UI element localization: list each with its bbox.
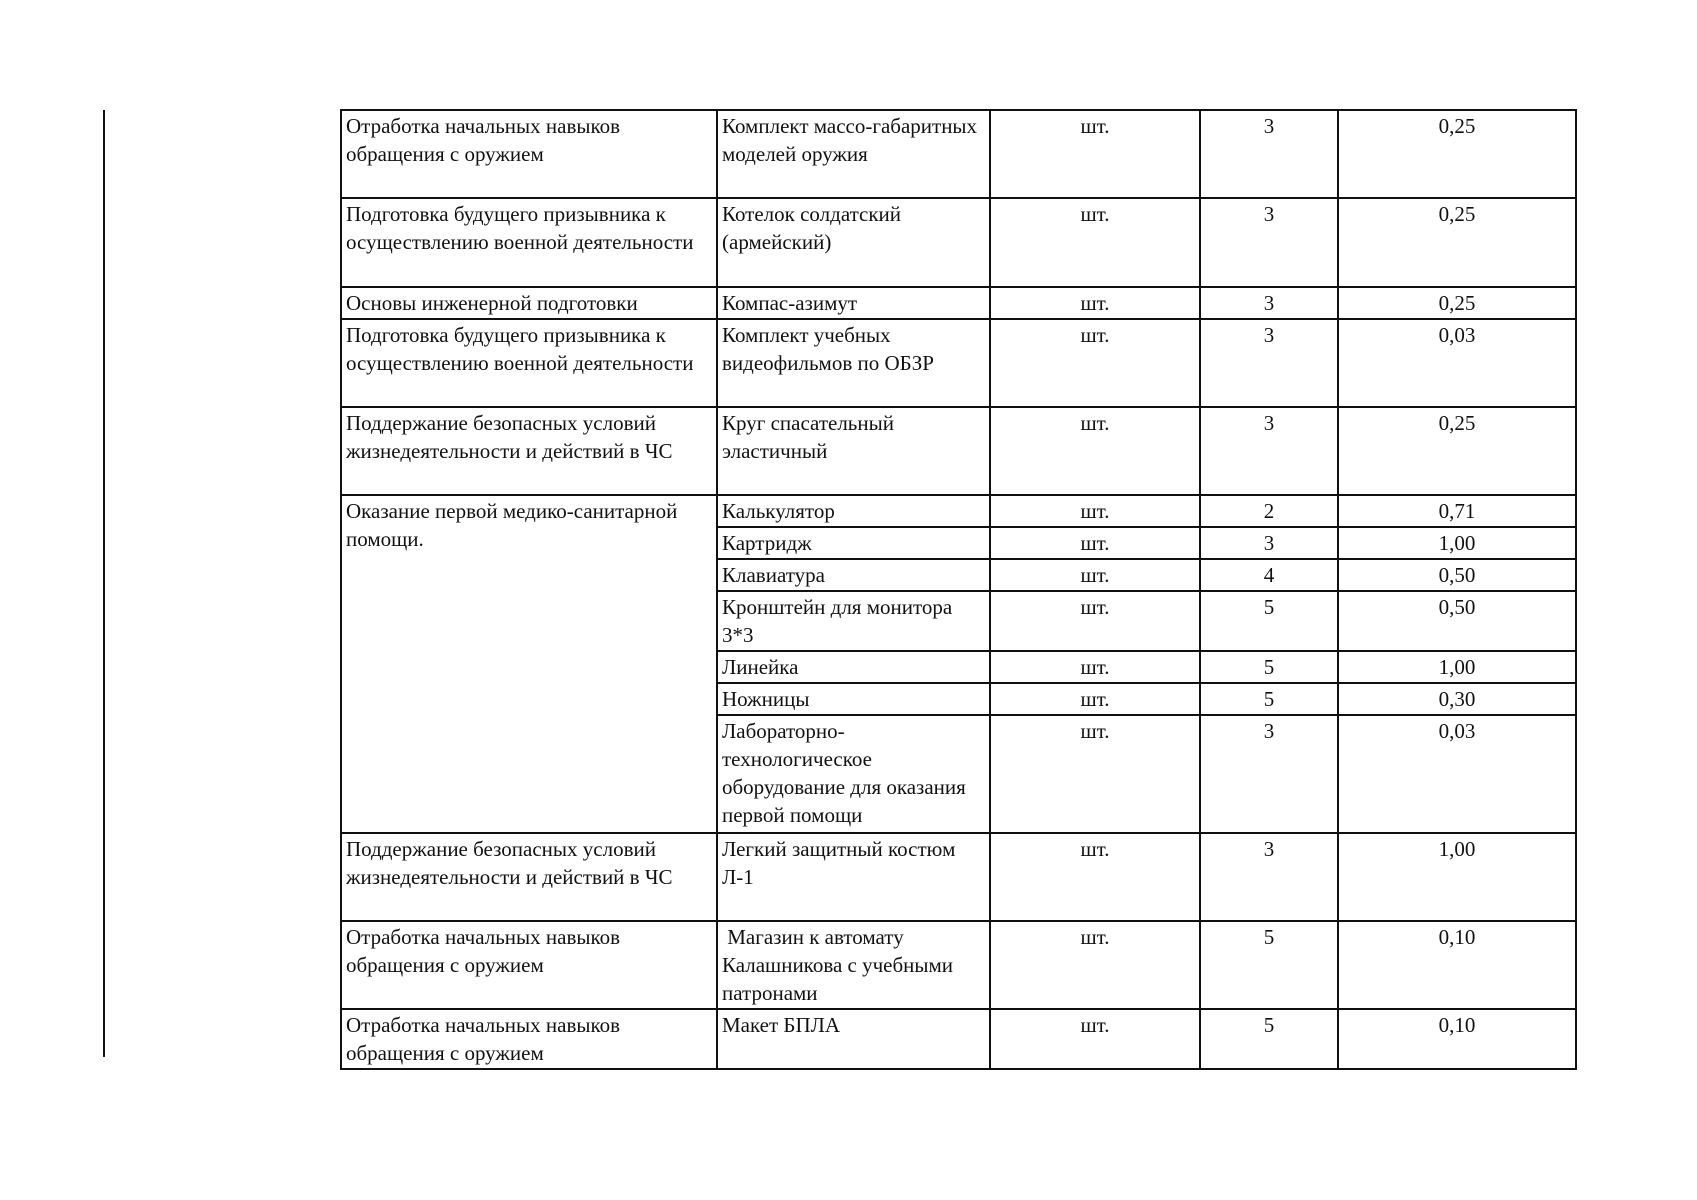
topic-cell: Подготовка будущего призывника к осуществлению военной деятельности bbox=[341, 319, 717, 407]
norm-cell: 0,10 bbox=[1338, 921, 1576, 1009]
quantity-cell: 3 bbox=[1200, 110, 1338, 198]
unit-cell: шт. bbox=[990, 110, 1200, 198]
quantity-cell: 2 bbox=[1200, 495, 1338, 527]
item-cell: Компас-азимут bbox=[717, 287, 990, 319]
unit-cell: шт. bbox=[990, 651, 1200, 683]
table-row bbox=[341, 319, 1576, 407]
quantity-cell: 3 bbox=[1200, 319, 1338, 407]
norm-cell: 0,50 bbox=[1338, 559, 1576, 591]
topic-cell: Оказание первой медико-санитарной помощи. bbox=[341, 495, 717, 833]
topic-cell: Поддержание безопасных условий жизнедеятельности и действий в ЧС bbox=[341, 407, 717, 495]
quantity-cell: 3 bbox=[1200, 198, 1338, 287]
norm-cell: 0,25 bbox=[1338, 287, 1576, 319]
unit-cell: шт. bbox=[990, 198, 1200, 287]
item-cell: Лабораторно-технологическое оборудование для оказания первой помощи bbox=[717, 715, 990, 833]
item-cell: Котелок солдатский (армейский) bbox=[717, 198, 990, 287]
quantity-cell: 3 bbox=[1200, 527, 1338, 559]
unit-cell: шт. bbox=[990, 495, 1200, 527]
quantity-cell: 3 bbox=[1200, 287, 1338, 319]
norm-cell: 0,30 bbox=[1338, 683, 1576, 715]
quantity-cell: 3 bbox=[1200, 407, 1338, 495]
topic-cell: Отработка начальных навыков обращения с оружием bbox=[341, 110, 717, 198]
item-cell: Картридж bbox=[717, 527, 990, 559]
norm-cell: 0,10 bbox=[1338, 1009, 1576, 1069]
quantity-cell: 4 bbox=[1200, 559, 1338, 591]
item-cell: Магазин к автомату Калашникова с учебными патронами bbox=[717, 921, 990, 1009]
quantity-cell: 5 bbox=[1200, 921, 1338, 1009]
unit-cell: шт. bbox=[990, 527, 1200, 559]
quantity-cell: 5 bbox=[1200, 591, 1338, 651]
norm-cell: 1,00 bbox=[1338, 651, 1576, 683]
quantity-cell: 5 bbox=[1200, 651, 1338, 683]
norm-cell: 1,00 bbox=[1338, 527, 1576, 559]
item-cell: Легкий защитный костюм Л-1 bbox=[717, 833, 990, 921]
norm-cell: 1,00 bbox=[1338, 833, 1576, 921]
topic-cell: Отработка начальных навыков обращения с оружием bbox=[341, 921, 717, 1009]
unit-cell: шт. bbox=[990, 591, 1200, 651]
table-row bbox=[341, 110, 1576, 198]
table-row bbox=[341, 921, 1576, 1009]
item-cell: Комплект массо-габаритных моделей оружия bbox=[717, 110, 990, 198]
topic-cell: Подготовка будущего призывника к осуществлению военной деятельности bbox=[341, 198, 717, 287]
table-row bbox=[341, 407, 1576, 495]
item-cell: Круг спасательный эластичный bbox=[717, 407, 990, 495]
table-row bbox=[341, 1009, 1576, 1069]
topic-cell: Поддержание безопасных условий жизнедеятельности и действий в ЧС bbox=[341, 833, 717, 921]
item-cell: Калькулятор bbox=[717, 495, 990, 527]
equipment-table bbox=[340, 109, 1577, 1070]
quantity-cell: 3 bbox=[1200, 833, 1338, 921]
table-row bbox=[341, 495, 1576, 527]
topic-cell: Основы инженерной подготовки bbox=[341, 287, 717, 319]
unit-cell: шт. bbox=[990, 287, 1200, 319]
table-row bbox=[341, 833, 1576, 921]
unit-cell: шт. bbox=[990, 683, 1200, 715]
item-cell: Макет БПЛА bbox=[717, 1009, 990, 1069]
item-cell: Линейка bbox=[717, 651, 990, 683]
unit-cell: шт. bbox=[990, 833, 1200, 921]
quantity-cell: 5 bbox=[1200, 1009, 1338, 1069]
quantity-cell: 3 bbox=[1200, 715, 1338, 833]
item-cell: Ножницы bbox=[717, 683, 990, 715]
norm-cell: 0,25 bbox=[1338, 110, 1576, 198]
unit-cell: шт. bbox=[990, 1009, 1200, 1069]
norm-cell: 0,25 bbox=[1338, 198, 1576, 287]
left-margin-line bbox=[103, 110, 105, 1057]
unit-cell: шт. bbox=[990, 715, 1200, 833]
norm-cell: 0,71 bbox=[1338, 495, 1576, 527]
item-cell: Клавиатура bbox=[717, 559, 990, 591]
quantity-cell: 5 bbox=[1200, 683, 1338, 715]
unit-cell: шт. bbox=[990, 407, 1200, 495]
norm-cell: 0,03 bbox=[1338, 319, 1576, 407]
norm-cell: 0,50 bbox=[1338, 591, 1576, 651]
item-cell: Кронштейн для монитора 3*3 bbox=[717, 591, 990, 651]
item-cell: Комплект учебных видеофильмов по ОБЗР bbox=[717, 319, 990, 407]
norm-cell: 0,25 bbox=[1338, 407, 1576, 495]
norm-cell: 0,03 bbox=[1338, 715, 1576, 833]
table-row bbox=[341, 287, 1576, 319]
unit-cell: шт. bbox=[990, 921, 1200, 1009]
unit-cell: шт. bbox=[990, 319, 1200, 407]
unit-cell: шт. bbox=[990, 559, 1200, 591]
table-row bbox=[341, 198, 1576, 287]
topic-cell: Отработка начальных навыков обращения с оружием bbox=[341, 1009, 717, 1069]
